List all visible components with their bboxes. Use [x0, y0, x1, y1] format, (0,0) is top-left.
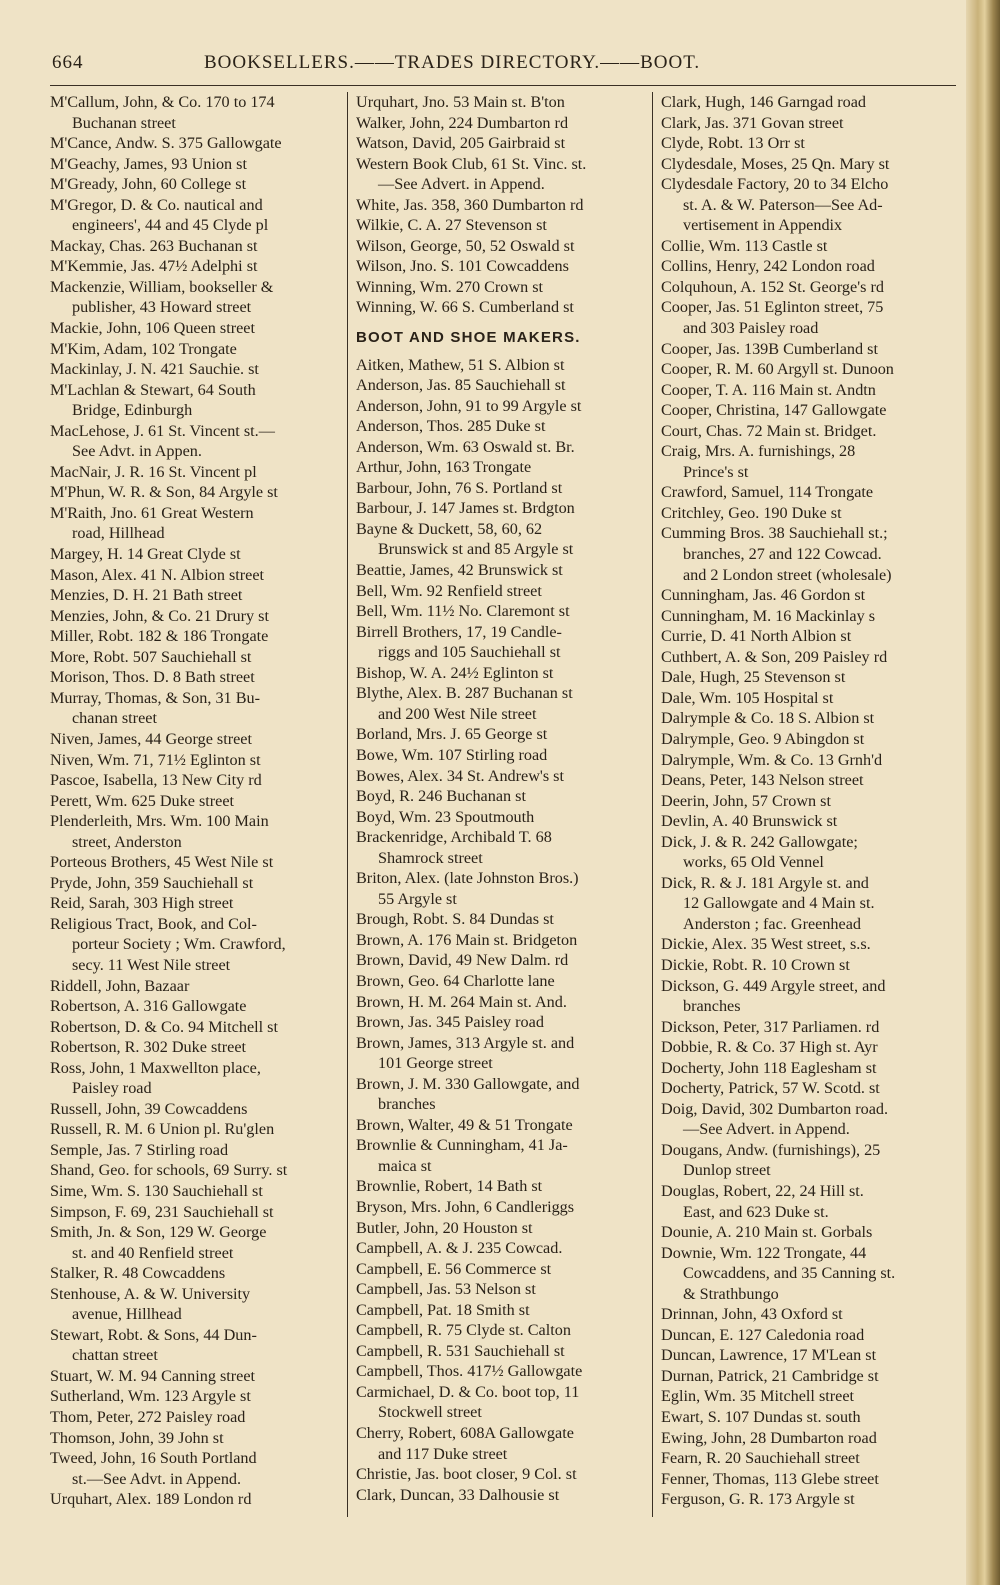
section-heading: BOOT AND SHOE MAKERS. — [356, 329, 581, 347]
directory-line: Clark, Jas. 371 Govan street — [661, 113, 844, 132]
directory-line: Brown, Walter, 49 & 51 Trongate — [356, 1115, 573, 1134]
directory-line: Clydesdale, Moses, 25 Qn. Mary st — [661, 154, 890, 173]
directory-line: Bryson, Mrs. John, 6 Candleriggs — [356, 1197, 575, 1216]
directory-line: M'Callum, John, & Co. 170 to 174 — [50, 93, 275, 111]
directory-line: Dickson, Peter, 317 Parliamen. rd — [661, 1017, 880, 1036]
directory-line: Cooper, Jas. 51 Eglinton street, 75 — [661, 298, 884, 317]
directory-line: M'Gregor, D. & Co. nautical and — [50, 195, 263, 214]
directory-line: Cooper, Christina, 147 Gallowgate — [661, 401, 887, 420]
directory-line: —See Advert. in Append. — [378, 175, 545, 194]
directory-line: Dounie, A. 210 Main st. Gorbals — [661, 1223, 873, 1242]
directory-line: vertisement in Appendix — [683, 216, 843, 235]
directory-line: Dalrymple & Co. 18 S. Albion st — [661, 709, 875, 728]
directory-line: Drinnan, John, 43 Oxford st — [661, 1305, 843, 1324]
directory-line: Mackenzie, William, bookseller & — [50, 277, 274, 296]
directory-line: Cooper, R. M. 60 Argyll st. Dunoon — [661, 360, 894, 379]
directory-line: MacNair, J. R. 16 St. Vincent pl — [50, 462, 257, 481]
directory-line: Blythe, Alex. B. 287 Buchanan st — [356, 684, 573, 703]
directory-line: Dick, R. & J. 181 Argyle st. and — [661, 873, 869, 892]
directory-line: Cooper, T. A. 116 Main st. Andtn — [661, 380, 876, 399]
directory-line: and 2 London street (wholesale) — [683, 565, 892, 584]
directory-line: M'Lachlan & Stewart, 64 South — [50, 380, 256, 399]
directory-line: Wilson, Jno. S. 101 Cowcaddens — [356, 257, 569, 276]
directory-line: Anderston ; fac. Greenhead — [683, 914, 861, 933]
directory-line: Mason, Alex. 41 N. Albion street — [50, 565, 265, 584]
directory-line: Dougans, Andw. (furnishings), 25 — [661, 1140, 881, 1159]
header-rule — [50, 85, 956, 86]
directory-line: 55 Argyle st — [378, 889, 457, 908]
directory-line: Collie, Wm. 113 Castle st — [661, 236, 828, 255]
directory-line: M'Cance, Andw. S. 375 Gallowgate — [50, 134, 282, 153]
directory-line: Brownlie & Cunningham, 41 Ja- — [356, 1136, 568, 1155]
directory-line: Russell, John, 39 Cowcaddens — [50, 1099, 248, 1118]
directory-line: Pascoe, Isabella, 13 New City rd — [50, 771, 262, 790]
page-number: 664 — [52, 52, 84, 73]
directory-line: Cooper, Jas. 139B Cumberland st — [661, 339, 878, 358]
directory-line: 101 George street — [378, 1054, 493, 1073]
directory-line: Brown, J. M. 330 Gallowgate, and — [356, 1074, 580, 1093]
directory-line: Duncan, Lawrence, 17 M'Lean st — [661, 1346, 877, 1365]
directory-line: M'Kemmie, Jas. 47½ Adelphi st — [50, 257, 258, 276]
directory-line: See Advt. in Appen. — [72, 442, 202, 461]
directory-line: Christie, Jas. boot closer, 9 Col. st — [356, 1465, 577, 1484]
directory-column-3 — [661, 92, 957, 1510]
directory-line: Anderson, Thos. 285 Duke st — [356, 417, 546, 436]
directory-line: Prince's st — [683, 462, 749, 481]
directory-line: Ewing, John, 28 Dumbarton road — [661, 1428, 877, 1447]
directory-line: Dalrymple, Geo. 9 Abingdon st — [661, 729, 865, 748]
directory-line: Fenner, Thomas, 113 Glebe street — [661, 1469, 879, 1488]
directory-line: Birrell Brothers, 17, 19 Candle- — [356, 622, 562, 641]
directory-line: Ferguson, G. R. 173 Argyle st — [661, 1490, 855, 1509]
directory-line: Dunlop street — [683, 1161, 771, 1180]
directory-line: Niven, Wm. 71, 71½ Eglinton st — [50, 750, 261, 769]
directory-line: Margey, H. 14 Great Clyde st — [50, 545, 241, 564]
directory-line: Durnan, Patrick, 21 Cambridge st — [661, 1366, 879, 1385]
directory-line: Cunningham, M. 16 Mackinlay s — [661, 606, 876, 625]
directory-line: maica st — [378, 1156, 432, 1175]
directory-line: More, Robt. 507 Sauchiehall st — [50, 647, 252, 666]
directory-line: Simpson, F. 69, 231 Sauchiehall st — [50, 1202, 274, 1221]
directory-line: Perett, Wm. 625 Duke street — [50, 791, 235, 810]
directory-line: Buchanan street — [72, 113, 176, 132]
directory-line: Thom, Peter, 272 Paisley road — [50, 1408, 246, 1426]
directory-line: branches, 27 and 122 Cowcad. — [683, 545, 882, 564]
directory-line: Arthur, John, 163 Trongate — [356, 458, 532, 477]
directory-line: Ewart, S. 107 Dundas st. south — [661, 1408, 861, 1426]
directory-line: Western Book Club, 61 St. Vinc. st. — [356, 154, 587, 173]
directory-line: st.—See Advt. in Append. — [72, 1469, 242, 1488]
directory-line: Smith, Jn. & Son, 129 W. George — [50, 1223, 267, 1242]
running-title: BOOKSELLERS.——TRADES DIRECTORY.——BOOT. — [204, 52, 701, 73]
directory-line: & Strathbungo — [683, 1284, 779, 1303]
directory-line: Boyd, R. 246 Buchanan st — [356, 787, 526, 806]
directory-line: Brown, Geo. 64 Charlotte lane — [356, 971, 555, 990]
directory-line: Campbell, A. & J. 235 Cowcad. — [356, 1239, 563, 1258]
directory-line: Brown, David, 49 New Dalm. rd — [356, 951, 569, 970]
directory-line: Dickie, Robt. R. 10 Crown st — [661, 955, 850, 974]
directory-line: Cowcaddens, and 35 Canning st. — [683, 1264, 896, 1283]
directory-line: 12 Gallowgate and 4 Main st. — [683, 894, 875, 913]
directory-line: Borland, Mrs. J. 65 George st — [356, 725, 548, 744]
directory-line: Dobbie, R. & Co. 37 High st. Ayr — [661, 1038, 878, 1057]
page-header — [52, 52, 957, 82]
directory-line: Murray, Thomas, & Son, 31 Bu- — [50, 688, 260, 707]
directory-line: Brough, Robt. S. 84 Dundas st — [356, 910, 554, 929]
directory-line: Urquhart, Alex. 189 London rd — [50, 1490, 252, 1509]
directory-line: Bridge, Edinburgh — [72, 401, 193, 420]
directory-line: Cherry, Robert, 608A Gallowgate — [356, 1424, 574, 1442]
directory-line: Campbell, R. 531 Sauchiehall st — [356, 1341, 565, 1360]
directory-line: M'Kim, Adam, 102 Trongate — [50, 339, 237, 358]
directory-line: Campbell, Thos. 417½ Gallowgate — [356, 1362, 583, 1381]
directory-line: Cuthbert, A. & Son, 209 Paisley rd — [661, 647, 888, 666]
directory-line: Shamrock street — [378, 848, 483, 867]
directory-line: Currie, D. 41 North Albion st — [661, 627, 852, 646]
directory-line: Fearn, R. 20 Sauchiehall street — [661, 1449, 860, 1468]
directory-line: and 200 West Nile street — [378, 704, 537, 723]
directory-line: Stenhouse, A. & W. University — [50, 1284, 251, 1303]
directory-line: Bayne & Duckett, 58, 60, 62 — [356, 519, 543, 538]
directory-line: Craig, Mrs. A. furnishings, 28 — [661, 442, 856, 461]
directory-line: Boyd, Wm. 23 Spoutmouth — [356, 807, 535, 826]
directory-line: Wilkie, C. A. 27 Stevenson st — [356, 216, 547, 235]
directory-line: Wilson, George, 50, 52 Oswald st — [356, 236, 575, 255]
directory-line: chattan street — [72, 1346, 158, 1365]
directory-line: Cunningham, Jas. 46 Gordon st — [661, 586, 866, 605]
directory-line: M'Phun, W. R. & Son, 84 Argyle st — [50, 483, 278, 502]
directory-line: Brown, A. 176 Main st. Bridgeton — [356, 930, 578, 949]
directory-line: Devlin, A. 40 Brunswick st — [661, 812, 838, 831]
directory-line: —See Advert. in Append. — [683, 1120, 850, 1139]
directory-line: M'Raith, Jno. 61 Great Western — [50, 503, 254, 522]
directory-line: st. A. & W. Paterson—See Ad- — [683, 195, 883, 214]
directory-line: Mackie, John, 106 Queen street — [50, 319, 255, 338]
directory-line: White, Jas. 358, 360 Dumbarton rd — [356, 195, 584, 214]
directory-line: Dickson, G. 449 Argyle street, and — [661, 976, 886, 995]
directory-line: Critchley, Geo. 190 Duke st — [661, 503, 842, 522]
directory-line: Robertson, D. & Co. 94 Mitchell st — [50, 1017, 278, 1036]
directory-line: Stuart, W. M. 94 Canning street — [50, 1366, 256, 1385]
directory-line: Beattie, James, 42 Brunswick st — [356, 561, 563, 580]
directory-line: Clyde, Robt. 13 Orr st — [661, 134, 805, 153]
directory-line: Docherty, Patrick, 57 W. Scotd. st — [661, 1079, 880, 1098]
directory-line: road, Hillhead — [72, 524, 165, 543]
directory-line: Pryde, John, 359 Sauchiehall st — [50, 873, 254, 892]
directory-line: Crawford, Samuel, 114 Trongate — [661, 483, 874, 502]
directory-line: Winning, Wm. 270 Crown st — [356, 277, 544, 296]
directory-line: Shand, Geo. for schools, 69 Surry. st — [50, 1161, 288, 1180]
directory-line: Doig, David, 302 Dumbarton road. — [661, 1099, 889, 1118]
directory-line: riggs and 105 Sauchiehall st — [378, 643, 561, 662]
directory-line: Bell, Wm. 92 Renfield street — [356, 581, 542, 600]
directory-line: Ross, John, 1 Maxwellton place, — [50, 1058, 261, 1077]
directory-line: Morison, Thos. D. 8 Bath street — [50, 668, 255, 687]
directory-line: Docherty, John 118 Eaglesham st — [661, 1058, 877, 1077]
directory-line: Bowe, Wm. 107 Stirling road — [356, 745, 548, 764]
directory-line: Deans, Peter, 143 Nelson street — [661, 771, 864, 790]
directory-line: Sime, Wm. S. 130 Sauchiehall st — [50, 1181, 263, 1200]
directory-line: Downie, Wm. 122 Trongate, 44 — [661, 1243, 867, 1262]
directory-line: Paisley road — [72, 1079, 152, 1098]
directory-line: M'Geachy, James, 93 Union st — [50, 154, 247, 173]
directory-line: Campbell, Jas. 53 Nelson st — [356, 1280, 536, 1299]
directory-line: Colquhoun, A. 152 St. George's rd — [661, 277, 884, 296]
directory-line: Bishop, W. A. 24½ Eglinton st — [356, 663, 554, 682]
directory-column-2 — [356, 92, 652, 1505]
directory-line: and 117 Duke street — [378, 1444, 508, 1463]
directory-line: Campbell, E. 56 Commerce st — [356, 1259, 552, 1278]
directory-line: Briton, Alex. (late Johnston Bros.) — [356, 869, 579, 888]
directory-line: Mackay, Chas. 263 Buchanan st — [50, 236, 258, 255]
directory-line: Eglin, Wm. 35 Mitchell street — [661, 1387, 855, 1406]
directory-line: Campbell, Pat. 18 Smith st — [356, 1300, 530, 1319]
directory-line: porteur Society ; Wm. Crawford, — [72, 935, 286, 954]
directory-line: Semple, Jas. 7 Stirling road — [50, 1140, 229, 1159]
directory-line: Dale, Hugh, 25 Stevenson st — [661, 668, 846, 687]
directory-line: branches — [378, 1095, 436, 1114]
directory-line: Robertson, A. 316 Gallowgate — [50, 997, 247, 1016]
directory-line: Stalker, R. 48 Cowcaddens — [50, 1264, 226, 1283]
directory-column-1 — [50, 92, 342, 1510]
directory-line: Reid, Sarah, 303 High street — [50, 894, 234, 913]
directory-line: Watson, David, 205 Gairbraid st — [356, 134, 566, 153]
directory-line: MacLehose, J. 61 St. Vincent st.— — [50, 421, 275, 440]
directory-line: Anderson, Jas. 85 Sauchiehall st — [356, 376, 566, 395]
directory-line: branches — [683, 997, 741, 1016]
directory-line: Winning, W. 66 S. Cumberland st — [356, 298, 574, 317]
directory-line: Sutherland, Wm. 123 Argyle st — [50, 1387, 251, 1406]
directory-line: Walker, John, 224 Dumbarton rd — [356, 113, 569, 132]
directory-line: Niven, James, 44 George street — [50, 729, 252, 748]
directory-line: Tweed, John, 16 South Portland — [50, 1449, 257, 1468]
directory-line: Bell, Wm. 11½ No. Claremont st — [356, 602, 570, 621]
directory-line: Clark, Hugh, 146 Garngad road — [661, 93, 866, 111]
directory-line: Clark, Duncan, 33 Dalhousie st — [356, 1485, 560, 1504]
directory-line: Menzies, D. H. 21 Bath street — [50, 586, 243, 605]
directory-line: Brackenridge, Archibald T. 68 — [356, 828, 552, 847]
directory-line: Miller, Robt. 182 & 186 Trongate — [50, 627, 269, 646]
directory-line: publisher, 43 Howard street — [72, 298, 252, 317]
directory-line: Urquhart, Jno. 53 Main st. B'ton — [356, 93, 565, 111]
column-divider-1 — [347, 92, 348, 1517]
directory-line: Brown, Jas. 345 Paisley road — [356, 1013, 544, 1032]
directory-line: Dickie, Alex. 35 West street, s.s. — [661, 935, 871, 954]
directory-line: Menzies, John, & Co. 21 Drury st — [50, 606, 269, 625]
directory-line: Anderson, John, 91 to 99 Argyle st — [356, 396, 582, 415]
directory-line: Brown, H. M. 264 Main st. And. — [356, 992, 567, 1011]
directory-line: M'Gready, John, 60 College st — [50, 175, 247, 194]
directory-line: Brown, James, 313 Argyle st. and — [356, 1033, 575, 1052]
directory-line: Plenderleith, Mrs. Wm. 100 Main — [50, 812, 269, 831]
directory-line: Brownlie, Robert, 14 Bath st — [356, 1177, 543, 1196]
directory-line: Brunswick st and 85 Argyle st — [378, 540, 574, 559]
directory-line: secy. 11 West Nile street — [72, 955, 231, 974]
directory-line: East, and 623 Duke st. — [683, 1202, 829, 1221]
directory-line: Collins, Henry, 242 London road — [661, 257, 875, 276]
directory-line: Robertson, R. 302 Duke street — [50, 1038, 247, 1057]
directory-line: st. and 40 Renfield street — [72, 1243, 234, 1262]
directory-line: Dick, J. & R. 242 Gallowgate; — [661, 832, 858, 851]
directory-line: Campbell, R. 75 Clyde st. Calton — [356, 1321, 571, 1340]
directory-line: Dale, Wm. 105 Hospital st — [661, 688, 834, 707]
directory-line: Douglas, Robert, 22, 24 Hill st. — [661, 1181, 864, 1200]
book-spine-edge — [966, 0, 1000, 1585]
directory-line: Barbour, John, 76 S. Portland st — [356, 478, 563, 497]
directory-line: Butler, John, 20 Houston st — [356, 1218, 533, 1237]
directory-line: Religious Tract, Book, and Col- — [50, 914, 257, 933]
directory-line: Anderson, Wm. 63 Oswald st. Br. — [356, 437, 575, 456]
directory-line: chanan street — [72, 709, 157, 728]
directory-line: Aitken, Mathew, 51 S. Albion st — [356, 355, 565, 374]
directory-line: Court, Chas. 72 Main st. Bridget. — [661, 421, 877, 440]
directory-line: Dalrymple, Wm. & Co. 13 Grnh'd — [661, 750, 883, 769]
directory-line: works, 65 Old Vennel — [683, 853, 824, 872]
directory-line: Riddell, John, Bazaar — [50, 976, 190, 995]
directory-line: Bowes, Alex. 34 St. Andrew's st — [356, 766, 564, 785]
directory-line: Thomson, John, 39 John st — [50, 1428, 224, 1447]
directory-line: avenue, Hillhead — [72, 1305, 182, 1324]
column-divider-2 — [652, 92, 653, 1517]
directory-line: Carmichael, D. & Co. boot top, 11 — [356, 1382, 580, 1401]
directory-line: Barbour, J. 147 James st. Brdgton — [356, 499, 575, 518]
directory-line: Deerin, John, 57 Crown st — [661, 791, 831, 810]
directory-line: street, Anderston — [72, 832, 182, 851]
directory-line: Duncan, E. 127 Caledonia road — [661, 1325, 865, 1344]
directory-line: and 303 Paisley road — [683, 319, 819, 338]
directory-line: Mackinlay, J. N. 421 Sauchie. st — [50, 360, 259, 379]
directory-line: Stewart, Robt. & Sons, 44 Dun- — [50, 1325, 257, 1344]
directory-line: Cumming Bros. 38 Sauchiehall st.; — [661, 524, 888, 543]
directory-line: Stockwell street — [378, 1403, 482, 1422]
directory-line: Clydesdale Factory, 20 to 34 Elcho — [661, 175, 889, 194]
directory-line: Porteous Brothers, 45 West Nile st — [50, 853, 274, 872]
directory-line: Russell, R. M. 6 Union pl. Ru'glen — [50, 1120, 275, 1139]
directory-line: engineers', 44 and 45 Clyde pl — [72, 216, 269, 235]
